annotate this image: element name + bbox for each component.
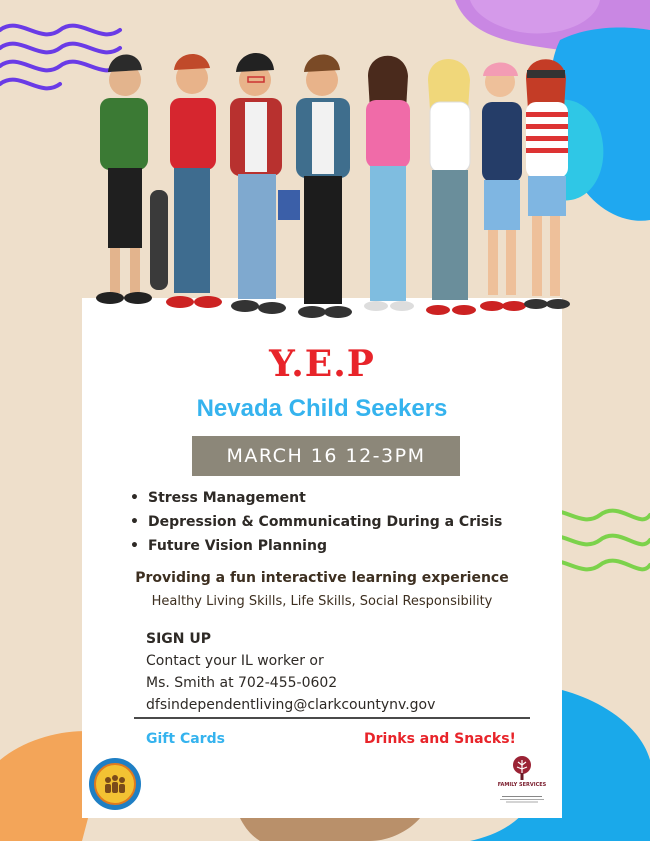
perk-drinks-snacks: Drinks and Snacks! [364, 731, 516, 747]
person-blonde-figure [426, 59, 476, 315]
person-pink-cap-figure [480, 63, 526, 312]
topic-label: Depression & Communicating During a Crisis [148, 514, 503, 530]
signup-section [146, 628, 435, 716]
perk-gift-cards: Gift Cards [146, 731, 225, 747]
person-pink-shirt-figure [364, 56, 414, 311]
topics-list [130, 486, 502, 558]
bullet-icon: • [130, 490, 139, 506]
person-striped-shirt-figure [524, 59, 570, 309]
logo-fine-print-graphic [498, 795, 546, 803]
date-time-banner: MARCH 16 12-3PM [192, 436, 460, 476]
topic-label: Future Vision Planning [148, 538, 327, 554]
event-title: Y.E.P [269, 343, 375, 385]
tagline: Providing a fun interactive learning experience [135, 570, 509, 586]
person-green-shirt-figure [96, 54, 168, 304]
brown-bottom-shape [240, 818, 420, 841]
person-denim-jacket-figure [278, 54, 352, 318]
signup-heading: SIGN UP [146, 631, 212, 647]
topic-item [130, 486, 502, 510]
teens-group-illustration [80, 40, 580, 340]
family-services-logo [494, 756, 550, 816]
topic-label: Stress Management [148, 490, 306, 506]
topic-item [130, 510, 502, 534]
divider-line [134, 717, 530, 719]
bullet-icon: • [130, 514, 139, 530]
signup-email[interactable]: dfsindependentliving@clarkcountynv.gov [146, 697, 436, 713]
family-services-name: FAMILY SERVICES [497, 782, 547, 788]
person-red-shirt-figure [166, 54, 222, 308]
bullet-icon: • [130, 538, 139, 554]
clark-county-seal-logo [88, 757, 142, 811]
skills-line: Healthy Living Skills, Life Skills, Social Responsibility [151, 594, 493, 609]
person-plaid-shirt-figure [230, 53, 286, 314]
signup-phone-line: Ms. Smith at 702-455-0602 [146, 675, 338, 691]
topic-item [130, 534, 502, 558]
event-subtitle: Nevada Child Seekers [196, 395, 448, 422]
signup-contact-line: Contact your IL worker or [146, 653, 324, 669]
tree-icon [512, 756, 532, 780]
